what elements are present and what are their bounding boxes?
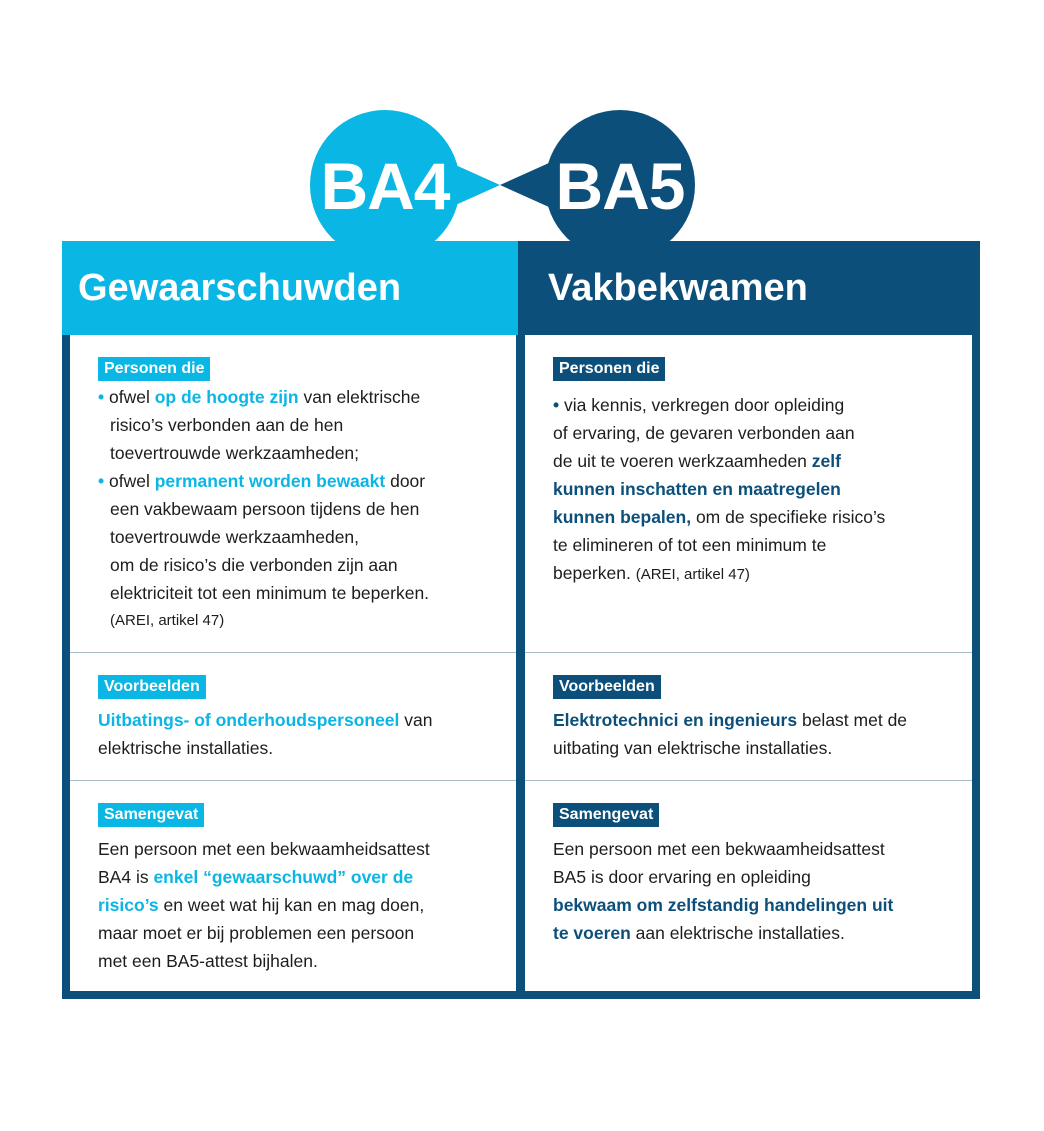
bullet-icon: • — [98, 387, 105, 407]
left-voorbeelden-tag: Voorbeelden — [98, 675, 206, 699]
left-divider-2 — [70, 780, 516, 781]
badge-bubbles — [0, 0, 1044, 260]
left-bullet-2-line-4: om de risico’s die verbonden zijn aan — [110, 555, 398, 575]
ba5-badge-label: BA5 — [555, 149, 685, 223]
right-personen-text: • via kennis, verkregen door opleiding of ervaring, de gevaren verbonden aan de uit te voeren werkzaamheden zelf kunnen inschatten en maatregelen kunnen bepalen, om de specifieke risico’s te elimineren of tot een minimum te beperken. (AREI, artikel 47) — [553, 395, 886, 583]
left-personen-reference: (AREI, artikel 47) — [110, 612, 225, 629]
left-bullet-2-line-5: elektriciteit tot een minimum te beperken. — [110, 583, 430, 603]
right-divider-1 — [525, 652, 972, 653]
right-samengevat-text: Een persoon met een bekwaamheidsattest BA5 is door ervaring en opleiding bekwaam om zelfstandig handelingen uit te voeren aan elektrische installaties. — [553, 839, 894, 943]
left-personen-text — [98, 383, 429, 635]
right-samengevat-tag: Samengevat — [553, 803, 659, 827]
right-personen-reference: (AREI, artikel 47) — [635, 566, 750, 583]
left-column-title: Gewaarschuwden — [62, 241, 518, 335]
left-bullet-2-line-1: • ofwel permanent worden bewaakt door — [98, 471, 426, 491]
right-column-title: Vakbekwamen — [518, 241, 980, 335]
left-voorbeelden-text: Uitbatings- of onderhoudspersoneel van elektrische installaties. — [98, 710, 433, 758]
left-personen-tag: Personen die — [98, 357, 210, 381]
right-voorbeelden-tag: Voorbeelden — [553, 675, 661, 699]
ba4-badge-label: BA4 — [320, 149, 450, 223]
left-bullet-1-line-1: • ofwel op de hoogte zijn van elektrische — [98, 387, 421, 407]
right-personen-tag: Personen die — [553, 357, 665, 381]
left-bullet-1-line-3: toevertrouwde werkzaamheden; — [110, 443, 360, 463]
left-bullet-2-line-3: toevertrouwde werkzaamheden, — [110, 527, 360, 547]
left-bullet-2-line-2: een vakbewaam persoon tijdens de hen — [110, 499, 420, 519]
right-voorbeelden-text: Elektrotechnici en ingenieurs belast met de uitbating van elektrische installaties. — [553, 710, 908, 758]
bullet-icon: • — [553, 395, 560, 415]
bullet-icon: • — [98, 471, 105, 491]
left-bullet-1-line-2: risico’s verbonden aan de hen — [110, 415, 344, 435]
left-samengevat-tag: Samengevat — [98, 803, 204, 827]
right-divider-2 — [525, 780, 972, 781]
left-divider-1 — [70, 652, 516, 653]
left-samengevat-text: Een persoon met een bekwaamheidsattest BA4 is enkel “gewaarschuwd” over de risico’s en weet wat hij kan en mag doen, maar moet er bij problemen een persoon met een BA5-attest bijhalen. — [98, 839, 430, 971]
